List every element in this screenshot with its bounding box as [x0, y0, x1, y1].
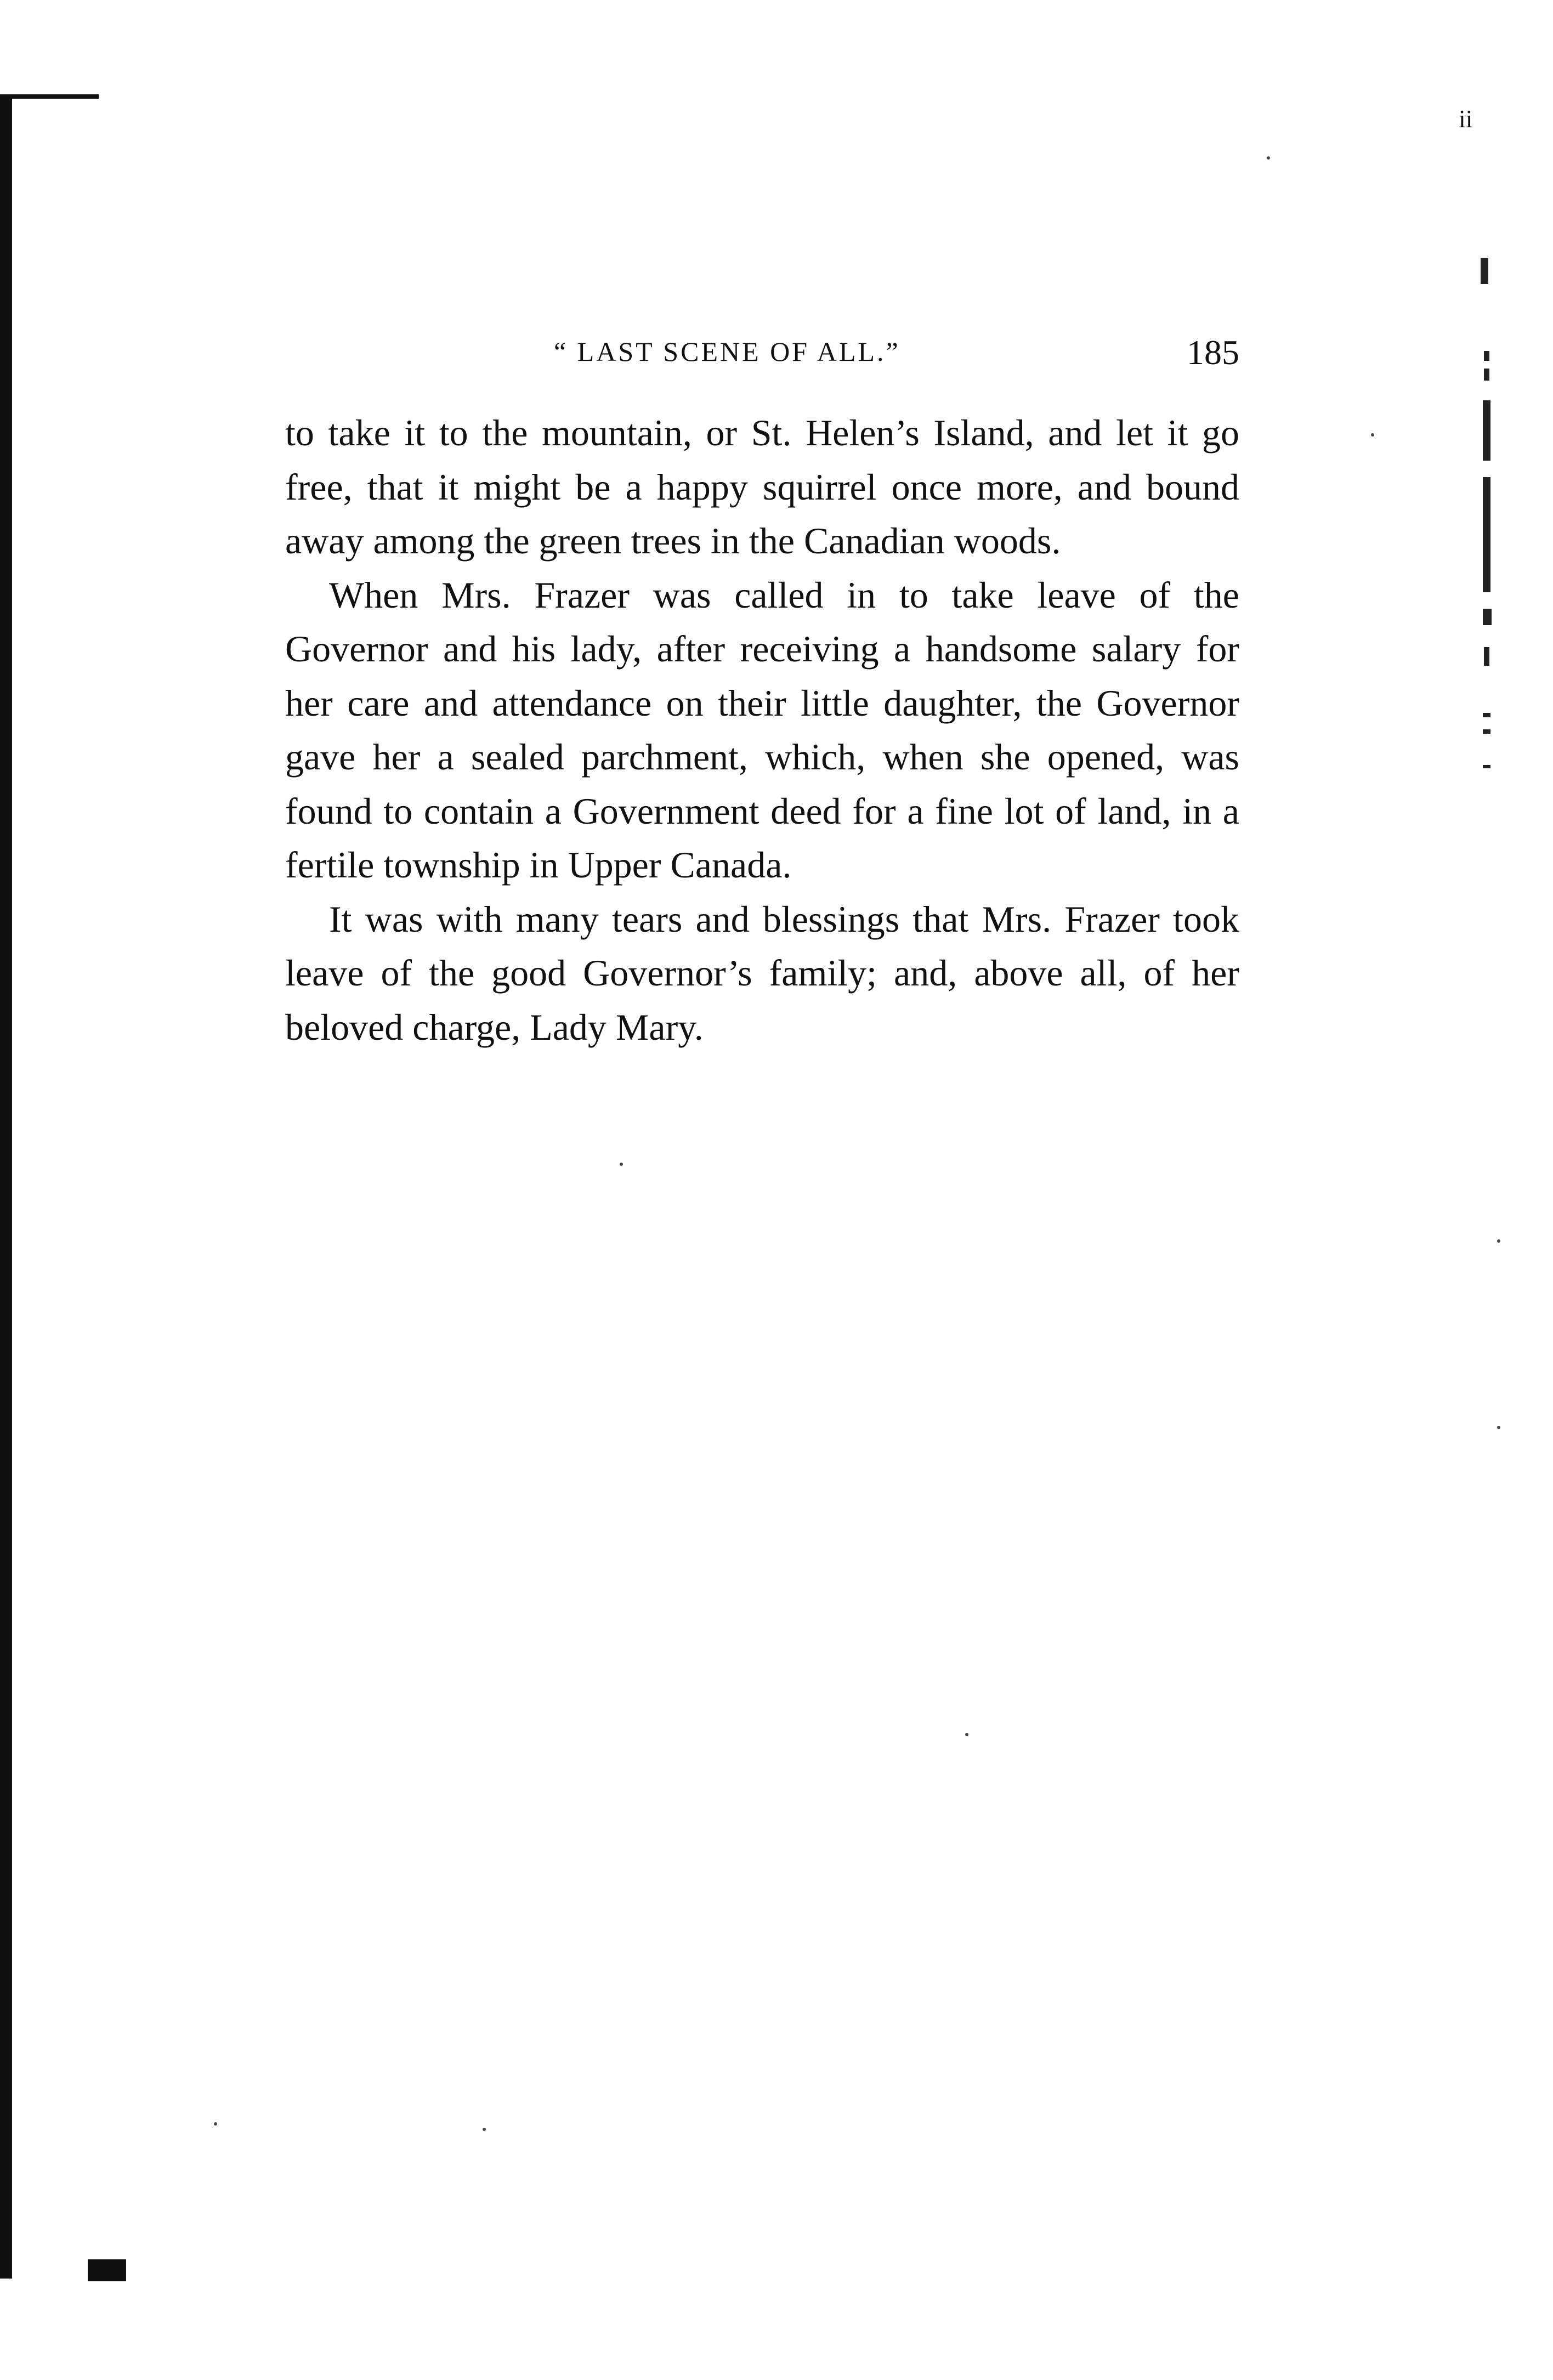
paragraph: to take it to the mountain, or St. Helen’s Island, and let it go free, that it might be a happy squirrel once more, and bound away among the green trees in the Canadian woods. [285, 412, 1239, 562]
scan-speck [620, 1163, 623, 1166]
paragraph: It was with many tears and blessings that Mrs. Frazer took leave of the good Governor’s family; and, above all, of her beloved charge, Lady Mary. [285, 898, 1239, 1048]
binding-edge [0, 96, 12, 2279]
scan-speck [214, 2122, 217, 2126]
page-number: 185 [1187, 333, 1239, 372]
edge-mark [1483, 713, 1490, 717]
scan-speck [1267, 156, 1270, 160]
body-text [285, 406, 1239, 1054]
scan-speck [483, 2128, 486, 2131]
binding-edge-foot [88, 2259, 126, 2281]
edge-mark [1483, 729, 1490, 734]
edge-mark [1483, 609, 1492, 625]
scan-speck [1497, 1239, 1500, 1243]
edge-mark [1483, 400, 1490, 461]
edge-mark [1484, 351, 1489, 361]
binding-edge-top [0, 94, 99, 99]
scan-speck [1371, 433, 1374, 437]
running-head [285, 333, 1239, 379]
edge-mark [1481, 258, 1488, 284]
scan-speck [965, 1733, 968, 1736]
edge-mark [1483, 477, 1490, 592]
edge-mark [1483, 765, 1490, 768]
paragraph: When Mrs. Frazer was called in to take leave of the Governor and his lady, after receiving a handsome salary for her care and attendance on their little daughter, the Governor gave her a sealed parchment, which, when she opened, was found to contain a Government deed for a fine lot of land, in a fertile township in Upper Canada. [285, 574, 1239, 886]
edge-mark [1484, 369, 1489, 381]
scan-speck [1497, 1426, 1500, 1429]
margin-mark: ii [1459, 105, 1473, 133]
edge-mark [1484, 647, 1489, 666]
running-head-title: “ LAST SCENE OF ALL.” [554, 336, 900, 367]
